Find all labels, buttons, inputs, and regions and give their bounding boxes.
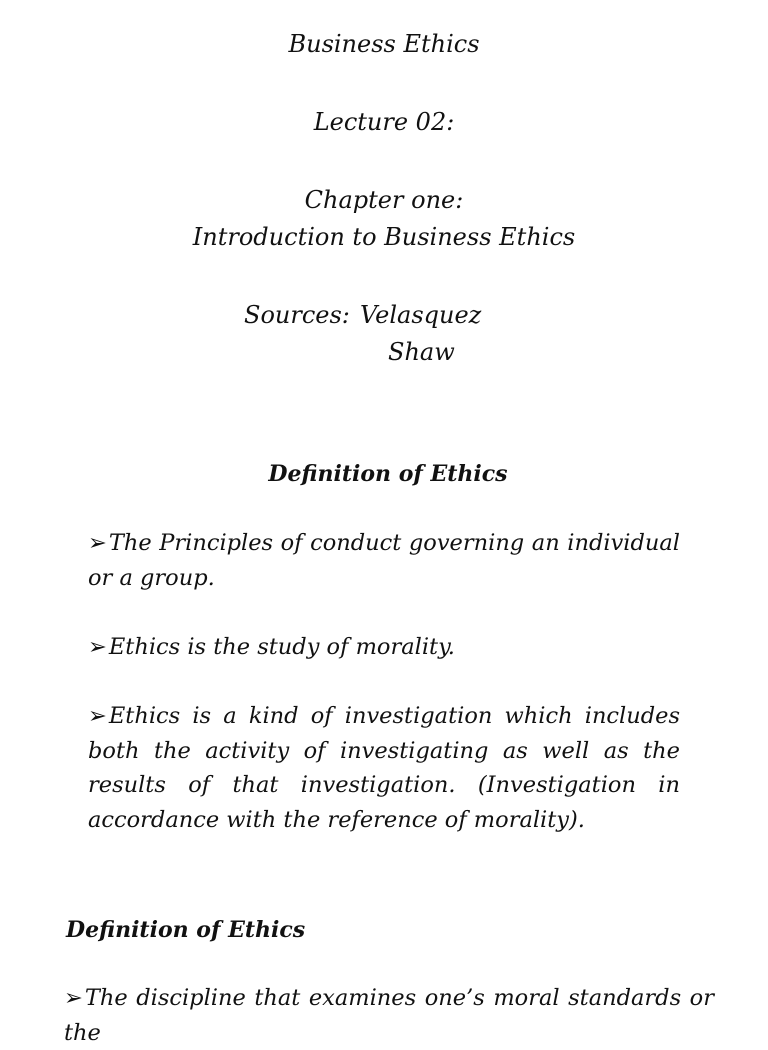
list-item — [88, 630, 680, 665]
arrow-bullet-icon: ➢ — [88, 703, 107, 729]
list-item-text: Ethics is a kind of investigation which includes both the activity of investigating as well as the results of that investigation. (Investigation in accordance with the reference of morality). — [88, 703, 680, 833]
chapter-label: Chapter one: — [304, 186, 464, 214]
list-item-text: The discipline that examines one’s moral standards or the — [64, 985, 714, 1046]
section-heading: Definition of Ethics — [268, 461, 508, 487]
arrow-bullet-icon: ➢ — [88, 634, 107, 660]
sources-label: Sources: — [244, 301, 350, 329]
lecture-number: Lecture 02: — [313, 108, 455, 136]
source-item: Velasquez — [360, 301, 482, 329]
list-item-text: The Principles of conduct governing an individual or a group. — [88, 530, 680, 591]
document-title: Business Ethics — [288, 30, 480, 58]
arrow-bullet-icon: ➢ — [64, 985, 83, 1011]
list-item — [88, 699, 680, 837]
list-item — [88, 526, 680, 595]
arrow-bullet-icon: ➢ — [88, 530, 107, 556]
source-item: Shaw — [388, 338, 455, 366]
list-item-text: Ethics is the study of morality. — [108, 634, 455, 660]
section-heading: Definition of Ethics — [66, 917, 306, 943]
chapter-name: Introduction to Business Ethics — [192, 223, 576, 251]
list-item — [64, 981, 714, 1050]
